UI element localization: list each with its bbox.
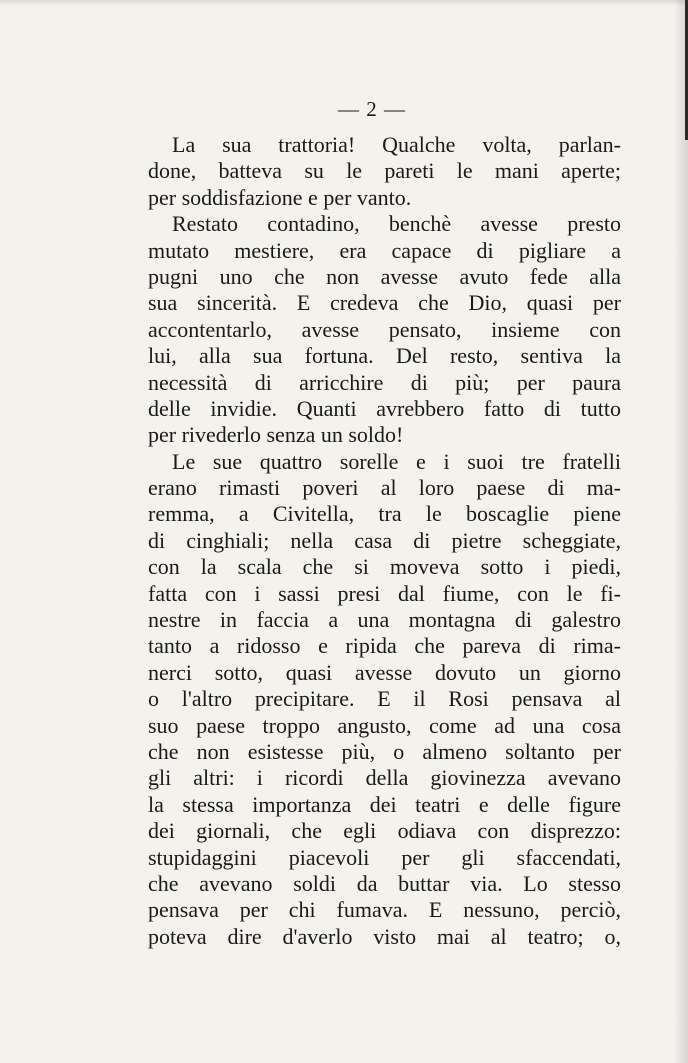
text-line: che non esistesse più, o almeno soltanto per [148, 738, 621, 764]
text-line: pugni uno che non avesse avuto fede alla [148, 263, 621, 289]
text-line: necessità di arricchire di più; per paura [148, 369, 621, 395]
text-line: done, batteva su le pareti le mani aperte; [148, 158, 621, 184]
text-line: o l'altro precipitare. E il Rosi pensava al [148, 686, 621, 712]
text-line: tanto a ridosso e ripida che pareva di rima- [148, 633, 621, 659]
text-line: remma, a Civitella, tra le boscaglie piene [148, 501, 621, 527]
text-line: La sua trattoria! Qualche volta, parlan- [172, 132, 621, 157]
text-line: che avevano soldi da buttar via. Lo stesso [148, 870, 621, 896]
text-line: di cinghiali; nella casa di pietre scheggiate, [148, 527, 621, 553]
page-right-shadow [674, 0, 688, 1063]
text-line: pensava per chi fumava. E nessuno, perciò, [148, 897, 621, 923]
page-number: — 2 — [338, 97, 406, 121]
body-text [148, 132, 621, 950]
text-line: delle invidie. Quanti avrebbero fatto di tutto [148, 395, 621, 421]
text-line: nestre in faccia a una montagna di galestro [148, 607, 621, 633]
page-top-shadow [0, 0, 688, 6]
text-line: Restato contadino, benchè avesse presto [172, 211, 621, 237]
text-line: per rivederlo senza un soldo! [148, 422, 404, 448]
text-line: gli altri: i ricordi della giovinezza avevano [148, 765, 621, 791]
text-line: per soddisfazione e per vanto. [148, 184, 412, 210]
text-line: la stessa importanza dei teatri e delle figure [148, 791, 621, 817]
text-line: con la scala che si moveva sotto i piedi, [148, 554, 621, 580]
text-line: stupidaggini piacevoli per gli sfaccendati, [148, 844, 621, 870]
text-line: sua sincerità. E credeva che Dio, quasi per [148, 290, 621, 316]
text-line: fatta con i sassi presi dal fiume, con le fi- [148, 580, 621, 606]
text-line: suo paese troppo angusto, come ad una cosa [148, 712, 621, 738]
text-line: mutato mestiere, era capace di pigliare a [148, 237, 621, 263]
text-line: poteva dire d'averlo visto mai al teatro; o, [148, 923, 621, 949]
text-line: accontentarlo, avesse pensato, insieme con [148, 316, 621, 342]
text-line: erano rimasti poveri al loro paese di ma- [148, 475, 621, 501]
text-line: lui, alla sua fortuna. Del resto, sentiva la [148, 343, 621, 369]
text-line: dei giornali, che egli odiava con disprezzo: [148, 818, 621, 844]
text-line: Le sue quattro sorelle e i suoi tre fratelli [172, 448, 621, 474]
text-line: nerci sotto, quasi avesse dovuto un giorno [148, 659, 621, 685]
